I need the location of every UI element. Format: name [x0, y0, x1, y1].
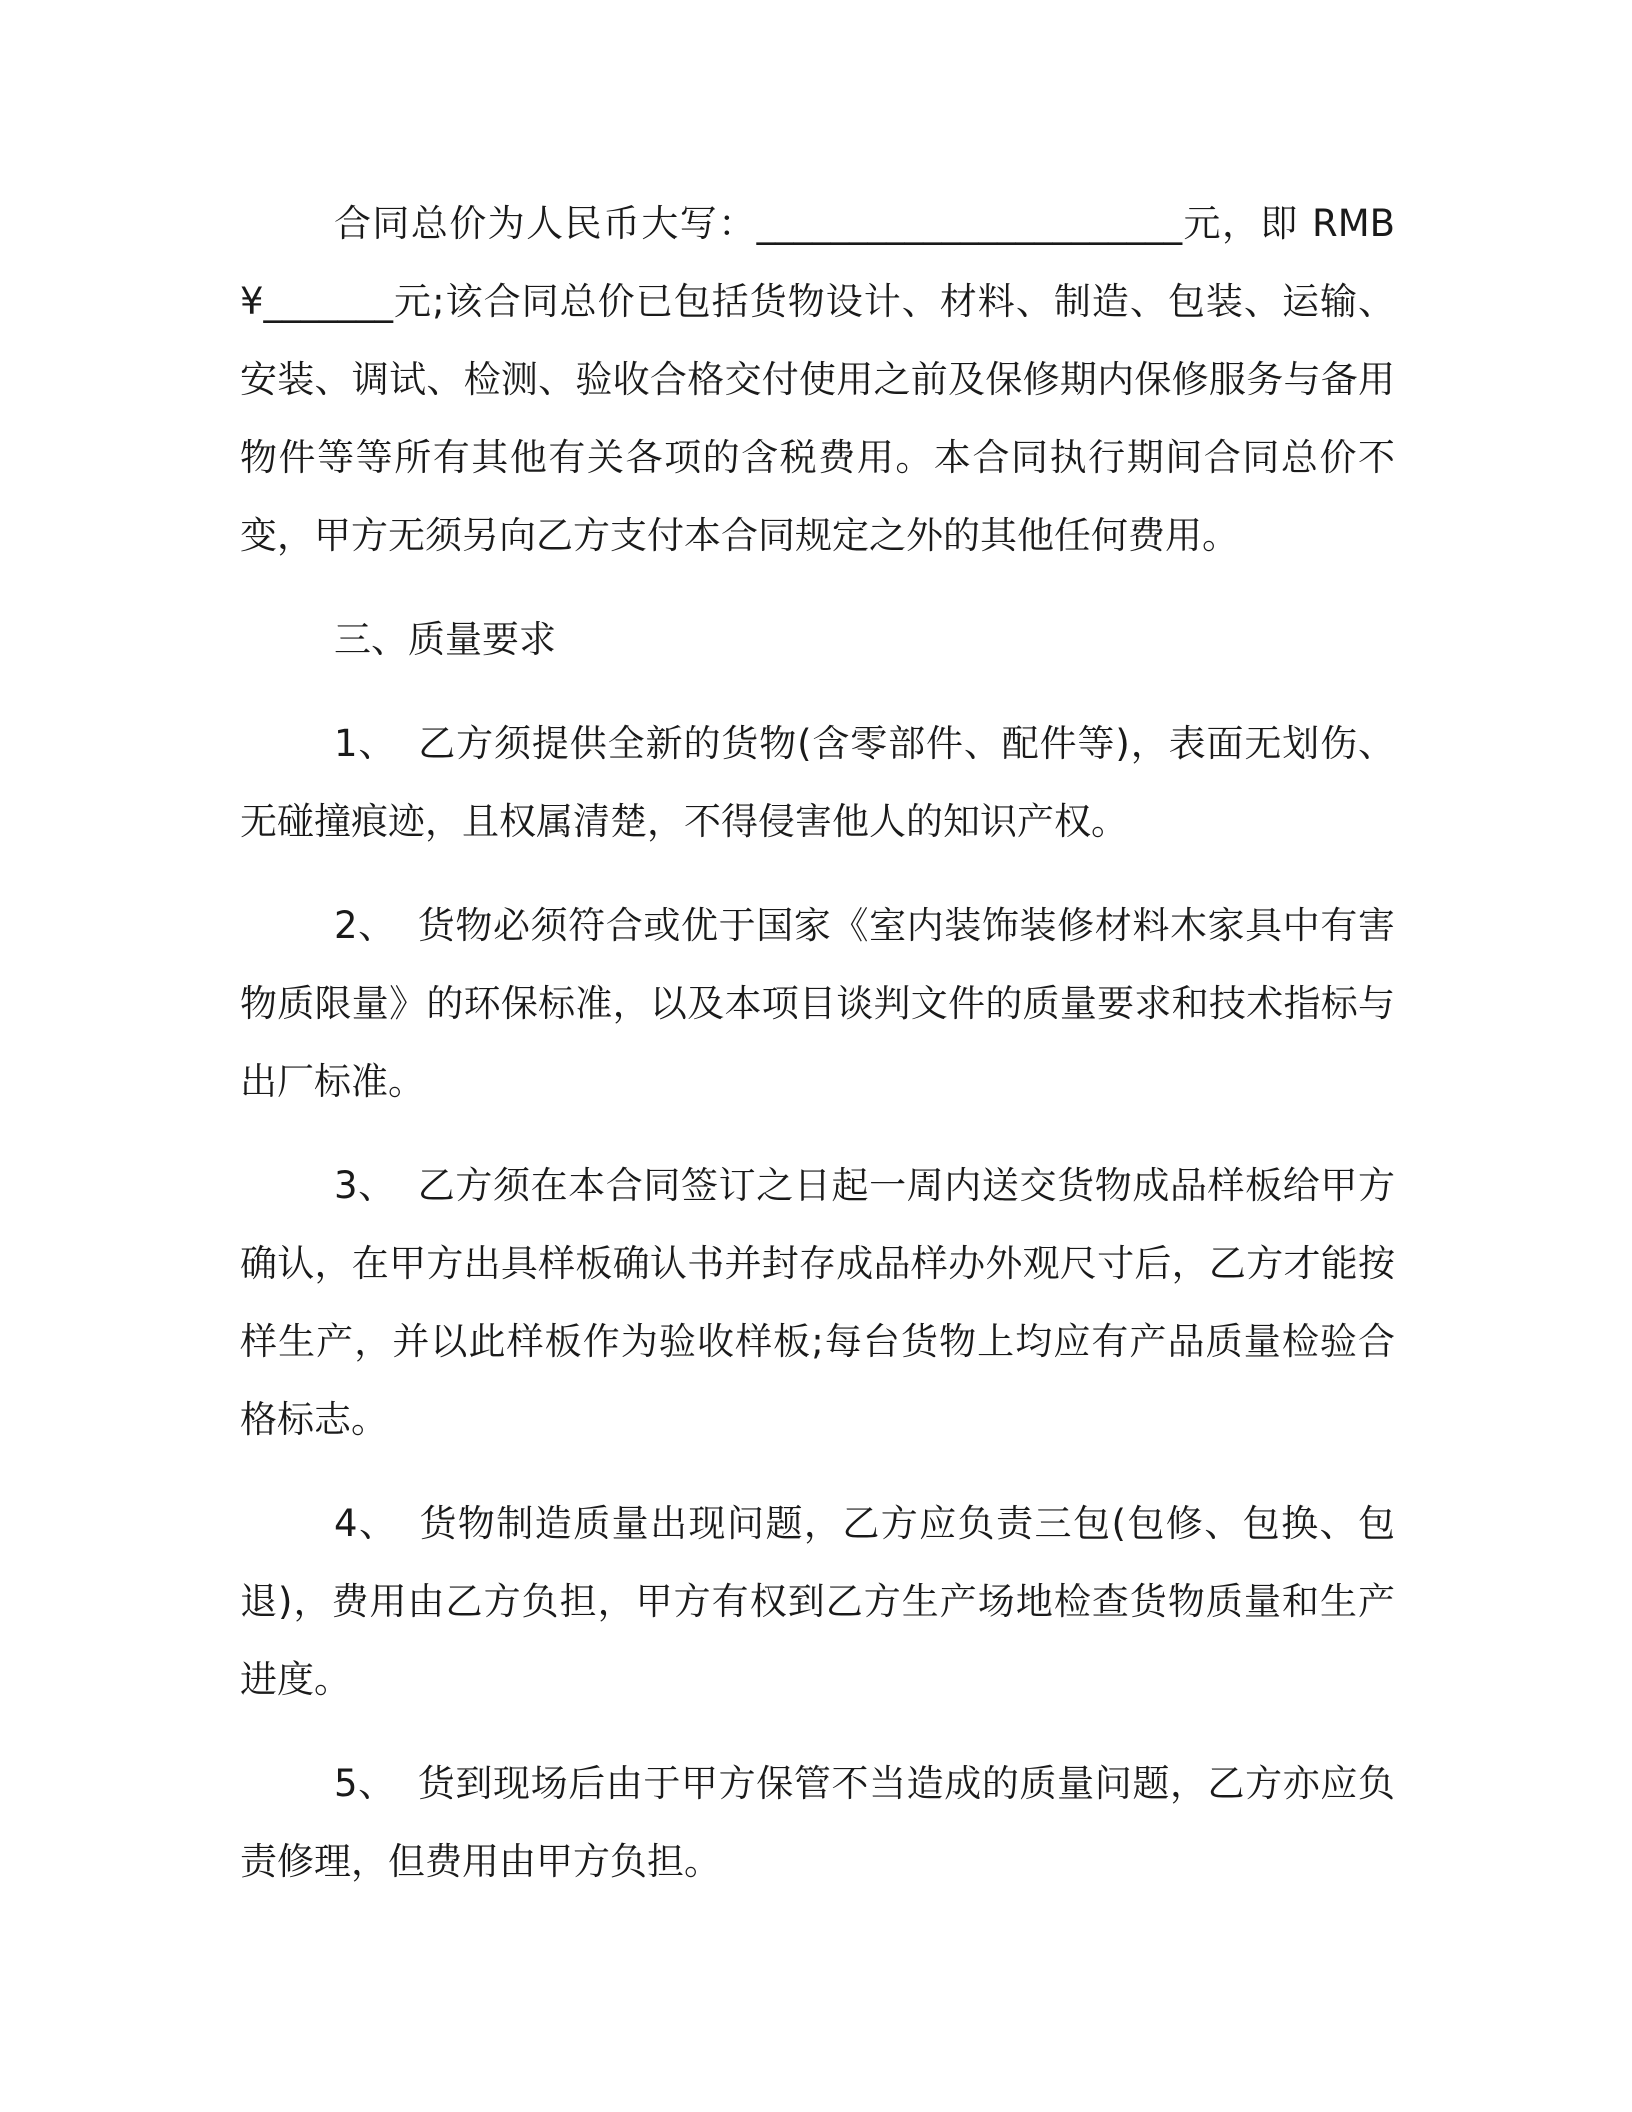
- paragraph-text: 货到现场后由于甲方保管不当造成的质量问题，乙方亦应负责修理，但费用由甲方负担。: [240, 1762, 1395, 1883]
- paragraph-item-2: [240, 887, 1395, 1121]
- item-number: 3、: [334, 1164, 396, 1207]
- item-number: 5、: [334, 1762, 396, 1805]
- item-number: 1、: [334, 722, 397, 765]
- section-heading-quality: [240, 601, 1395, 679]
- item-number: 2、: [334, 904, 396, 947]
- paragraph-contract-price: [240, 185, 1395, 575]
- document-body: [240, 185, 1395, 1927]
- paragraph-text: 货物必须符合或优于国家《室内装饰装修材料木家具中有害物质限量》的环保标准，以及本项目谈判文件的质量要求和技术指标与出厂标准。: [240, 904, 1395, 1103]
- paragraph-text: 乙方须在本合同签订之日起一周内送交货物成品样板给甲方确认，在甲方出具样板确认书并封存成品样办外观尺寸后，乙方才能按样生产，并以此样板作为验收样板;每台货物上均应有产品质量检验合格标志。: [240, 1164, 1395, 1441]
- paragraph-item-5: [240, 1745, 1395, 1901]
- paragraph-item-4: [240, 1485, 1395, 1719]
- paragraph-text: 合同总价为人民币大写：_______________________元，即 RMB ¥_______元;该合同总价已包括货物设计、材料、制造、包装、运输、安装、调试、检测、验收合格交付使用之前及保修期内保修服务与备用物件等等所有其他有关各项的含税费用。本合同执行期间合同总价不变，甲方无须另向乙方支付本合同规定之外的其他任何费用。: [240, 202, 1395, 557]
- paragraph-item-1: [240, 705, 1395, 861]
- paragraph-text: 乙方须提供全新的货物(含零部件、配件等)，表面无划伤、无碰撞痕迹，且权属清楚，不得侵害他人的知识产权。: [240, 722, 1395, 843]
- paragraph-text: 货物制造质量出现问题，乙方应负责三包(包修、包换、包退)，费用由乙方负担，甲方有权到乙方生产场地检查货物质量和生产进度。: [240, 1502, 1395, 1701]
- paragraph-item-3: [240, 1147, 1395, 1459]
- section-heading-text: 三、质量要求: [334, 618, 556, 661]
- item-number: 4、: [334, 1502, 398, 1545]
